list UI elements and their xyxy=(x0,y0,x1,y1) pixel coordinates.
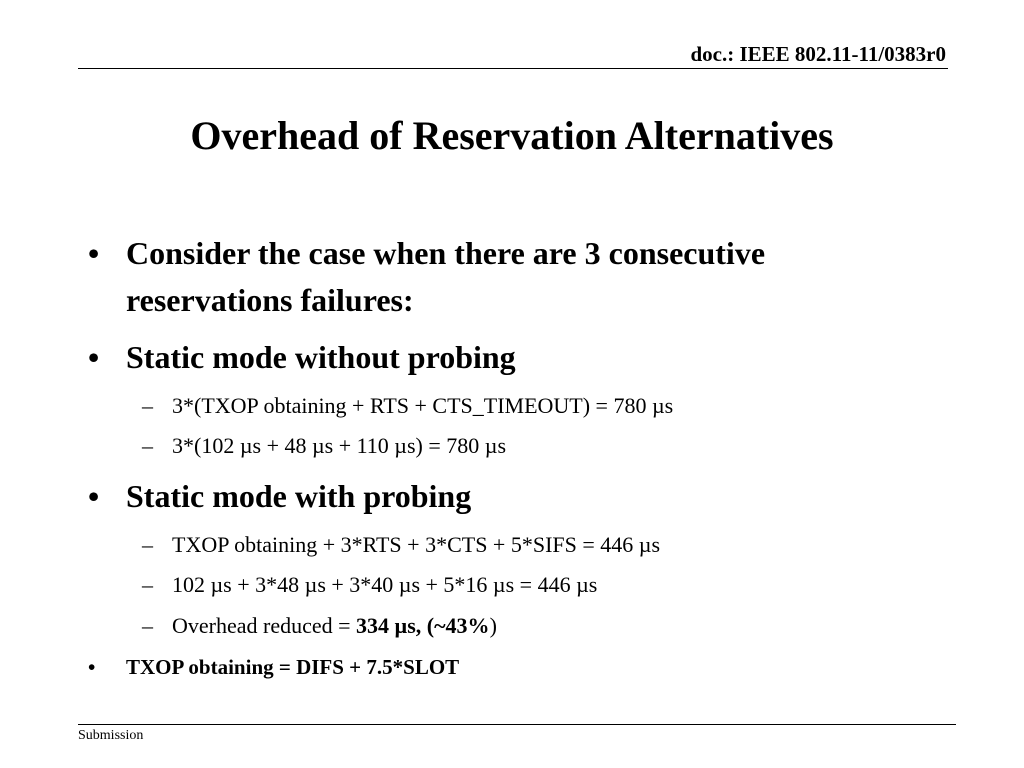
sub-text: 102 µs + 3*48 µs + 3*40 µs + 5*16 µs = 446 µs xyxy=(172,572,598,597)
overhead-value: 334 µs, (~43% xyxy=(356,613,490,638)
slide-title: Overhead of Reservation Alternatives xyxy=(190,113,834,158)
bullet-text: Static mode with probing xyxy=(126,478,472,514)
bullet-marker: • xyxy=(88,655,96,679)
bullet-text-line-2: reservations failures: xyxy=(126,282,414,318)
sub-marker: – xyxy=(142,433,153,458)
overhead-prefix: Overhead reduced = xyxy=(172,613,357,638)
header-rule xyxy=(78,68,948,69)
footer-rule xyxy=(78,724,956,725)
footer-label: Submission xyxy=(78,728,144,743)
sub-text: 3*(102 µs + 48 µs + 110 µs) = 780 µs xyxy=(172,433,507,458)
header-doc-id: doc.: IEEE 802.11-11/0383r0 xyxy=(690,42,946,66)
bullet-text: Static mode without probing xyxy=(126,339,516,375)
sub-text xyxy=(172,611,497,641)
sub-marker: – xyxy=(142,572,153,597)
sub-marker: – xyxy=(142,393,153,418)
bullet-text: TXOP obtaining = DIFS + 7.5*SLOT xyxy=(126,655,460,679)
bullet-text-line-1: Consider the case when there are 3 consecutive xyxy=(126,235,766,271)
bullet-marker: • xyxy=(88,339,100,375)
bullet-marker: • xyxy=(88,235,100,271)
sub-text: 3*(TXOP obtaining + RTS + CTS_TIMEOUT) = 780 µs xyxy=(172,393,674,418)
sub-text: TXOP obtaining + 3*RTS + 3*CTS + 5*SIFS = 446 µs xyxy=(172,532,661,557)
sub-marker: – xyxy=(142,613,153,638)
bullet-marker: • xyxy=(88,478,100,514)
sub-marker: – xyxy=(142,532,153,557)
overhead-suffix: ) xyxy=(489,613,497,638)
